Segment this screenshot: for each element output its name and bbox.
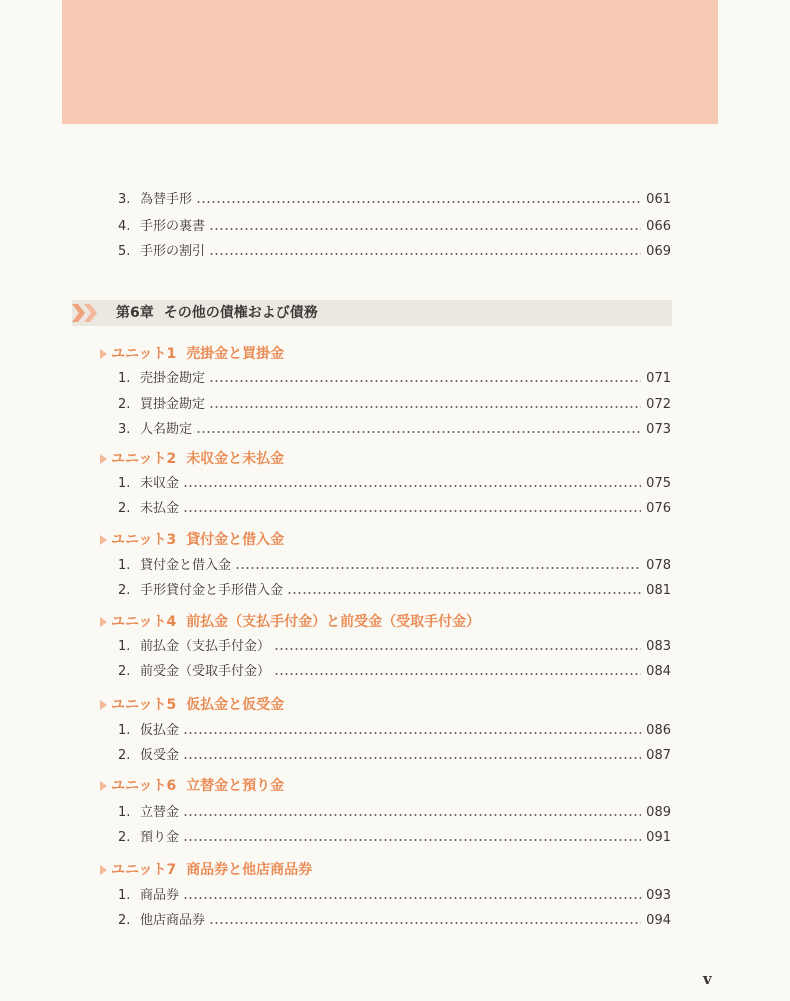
triangle-icon (100, 865, 107, 875)
toc-entry[interactable] (118, 885, 671, 907)
unit-heading[interactable] (100, 775, 284, 797)
entry-page: 066 (646, 219, 671, 234)
entry-number: 1. (118, 371, 131, 386)
entry-number: 1. (118, 476, 131, 491)
toc-entry[interactable] (118, 745, 671, 767)
dot-leader (196, 201, 641, 203)
toc-entry[interactable] (118, 827, 671, 849)
unit-label: ユニット4 (111, 614, 177, 630)
toc-entry[interactable] (118, 419, 671, 441)
entry-title: 立替金 (140, 805, 180, 820)
dot-leader (196, 431, 641, 433)
chapter-heading[interactable] (72, 300, 672, 326)
double-chevron-icon (72, 300, 106, 326)
dot-leader (183, 897, 641, 899)
dot-leader (274, 673, 641, 675)
dot-leader (209, 380, 641, 382)
entry-number: 2. (118, 748, 131, 763)
unit-title: 商品券と他店商品券 (186, 862, 313, 878)
toc-entry[interactable] (118, 368, 671, 390)
toc-entry[interactable] (118, 473, 671, 495)
dot-leader (183, 732, 641, 734)
unit-label: ユニット5 (111, 697, 177, 713)
toc-entry[interactable] (118, 661, 671, 683)
toc-entry[interactable] (118, 555, 671, 577)
unit-title: 立替金と預り金 (186, 778, 285, 794)
entry-page: 061 (646, 192, 671, 207)
entry-title: 人名勘定 (140, 422, 193, 437)
entry-number: 3. (118, 422, 131, 437)
entry-page: 094 (646, 913, 671, 928)
dot-leader (287, 592, 641, 594)
entry-title: 手形の裏書 (140, 219, 206, 234)
unit-heading[interactable] (100, 343, 284, 365)
entry-title: 前払金（支払手付金） (140, 639, 271, 654)
unit-heading[interactable] (100, 529, 284, 551)
unit-label: ユニット6 (111, 778, 177, 794)
toc-entry[interactable] (118, 394, 671, 416)
dot-leader (235, 567, 641, 569)
entry-title: 仮受金 (140, 748, 180, 763)
entry-number: 3. (118, 192, 131, 207)
unit-title: 未収金と未払金 (186, 451, 285, 467)
dot-leader (209, 922, 641, 924)
entry-number: 1. (118, 723, 131, 738)
dot-leader (274, 648, 641, 650)
chapter-title: その他の債権および債務 (163, 305, 318, 321)
dot-leader (183, 839, 641, 841)
toc-entry[interactable] (118, 636, 671, 658)
entry-page: 084 (646, 664, 671, 679)
unit-label: ユニット7 (111, 862, 177, 878)
entry-title: 前受金（受取手付金） (140, 664, 271, 679)
triangle-icon (100, 700, 107, 710)
entry-title: 他店商品券 (140, 913, 206, 928)
entry-number: 1. (118, 558, 131, 573)
triangle-icon (100, 454, 107, 464)
triangle-icon (100, 535, 107, 545)
entry-page: 073 (646, 422, 671, 437)
entry-title: 未払金 (140, 501, 180, 516)
entry-number: 2. (118, 664, 131, 679)
entry-page: 089 (646, 805, 671, 820)
unit-title: 売掛金と買掛金 (186, 346, 285, 362)
dot-leader (183, 510, 641, 512)
entry-page: 091 (646, 830, 671, 845)
unit-label: ユニット1 (111, 346, 177, 362)
entry-title: 預り金 (140, 830, 180, 845)
dot-leader (183, 485, 641, 487)
toc-entry[interactable] (118, 241, 671, 263)
toc-entry[interactable] (118, 720, 671, 742)
unit-heading[interactable] (100, 694, 284, 716)
unit-label: ユニット3 (111, 532, 177, 548)
unit-title: 仮払金と仮受金 (186, 697, 285, 713)
unit-title: 前払金（支払手付金）と前受金（受取手付金） (186, 614, 481, 630)
toc-entry[interactable] (118, 580, 671, 602)
entry-number: 1. (118, 888, 131, 903)
entry-title: 商品券 (140, 888, 180, 903)
entry-title: 貸付金と借入金 (140, 558, 232, 573)
unit-title: 貸付金と借入金 (186, 532, 285, 548)
entry-number: 2. (118, 830, 131, 845)
entry-page: 078 (646, 558, 671, 573)
triangle-icon (100, 349, 107, 359)
toc-entry[interactable] (118, 189, 671, 211)
unit-label: ユニット2 (111, 451, 177, 467)
dot-leader (209, 228, 641, 230)
entry-title: 未収金 (140, 476, 180, 491)
entry-title: 買掛金勘定 (140, 397, 206, 412)
entry-number: 2. (118, 397, 131, 412)
toc-entry[interactable] (118, 802, 671, 824)
dot-leader (183, 814, 641, 816)
unit-heading[interactable] (100, 448, 284, 470)
entry-number: 1. (118, 805, 131, 820)
entry-page: 069 (646, 244, 671, 259)
toc-entry[interactable] (118, 216, 671, 238)
entry-page: 083 (646, 639, 671, 654)
entry-page: 076 (646, 501, 671, 516)
chapter-number: 第6章 (116, 305, 154, 321)
dot-leader (183, 757, 641, 759)
entry-number: 1. (118, 639, 131, 654)
triangle-icon (100, 781, 107, 791)
entry-page: 086 (646, 723, 671, 738)
page-number: v (703, 970, 712, 988)
dot-leader (209, 406, 641, 408)
entry-title: 手形の割引 (140, 244, 206, 259)
triangle-icon (100, 617, 107, 627)
entry-page: 093 (646, 888, 671, 903)
toc-entry[interactable] (118, 498, 671, 520)
unit-heading[interactable] (100, 859, 312, 881)
entry-page: 081 (646, 583, 671, 598)
entry-number: 4. (118, 219, 131, 234)
entry-title: 仮払金 (140, 723, 180, 738)
entry-title: 為替手形 (140, 192, 193, 207)
entry-page: 087 (646, 748, 671, 763)
entry-number: 2. (118, 913, 131, 928)
entry-page: 071 (646, 371, 671, 386)
toc-entry[interactable] (118, 910, 671, 932)
entry-number: 2. (118, 501, 131, 516)
entry-page: 072 (646, 397, 671, 412)
entry-number: 2. (118, 583, 131, 598)
chapter-title-text (116, 300, 318, 326)
entry-page: 075 (646, 476, 671, 491)
entry-title: 売掛金勘定 (140, 371, 206, 386)
dot-leader (209, 253, 641, 255)
entry-title: 手形貸付金と手形借入金 (140, 583, 284, 598)
unit-heading[interactable] (100, 611, 480, 633)
entry-number: 5. (118, 244, 131, 259)
